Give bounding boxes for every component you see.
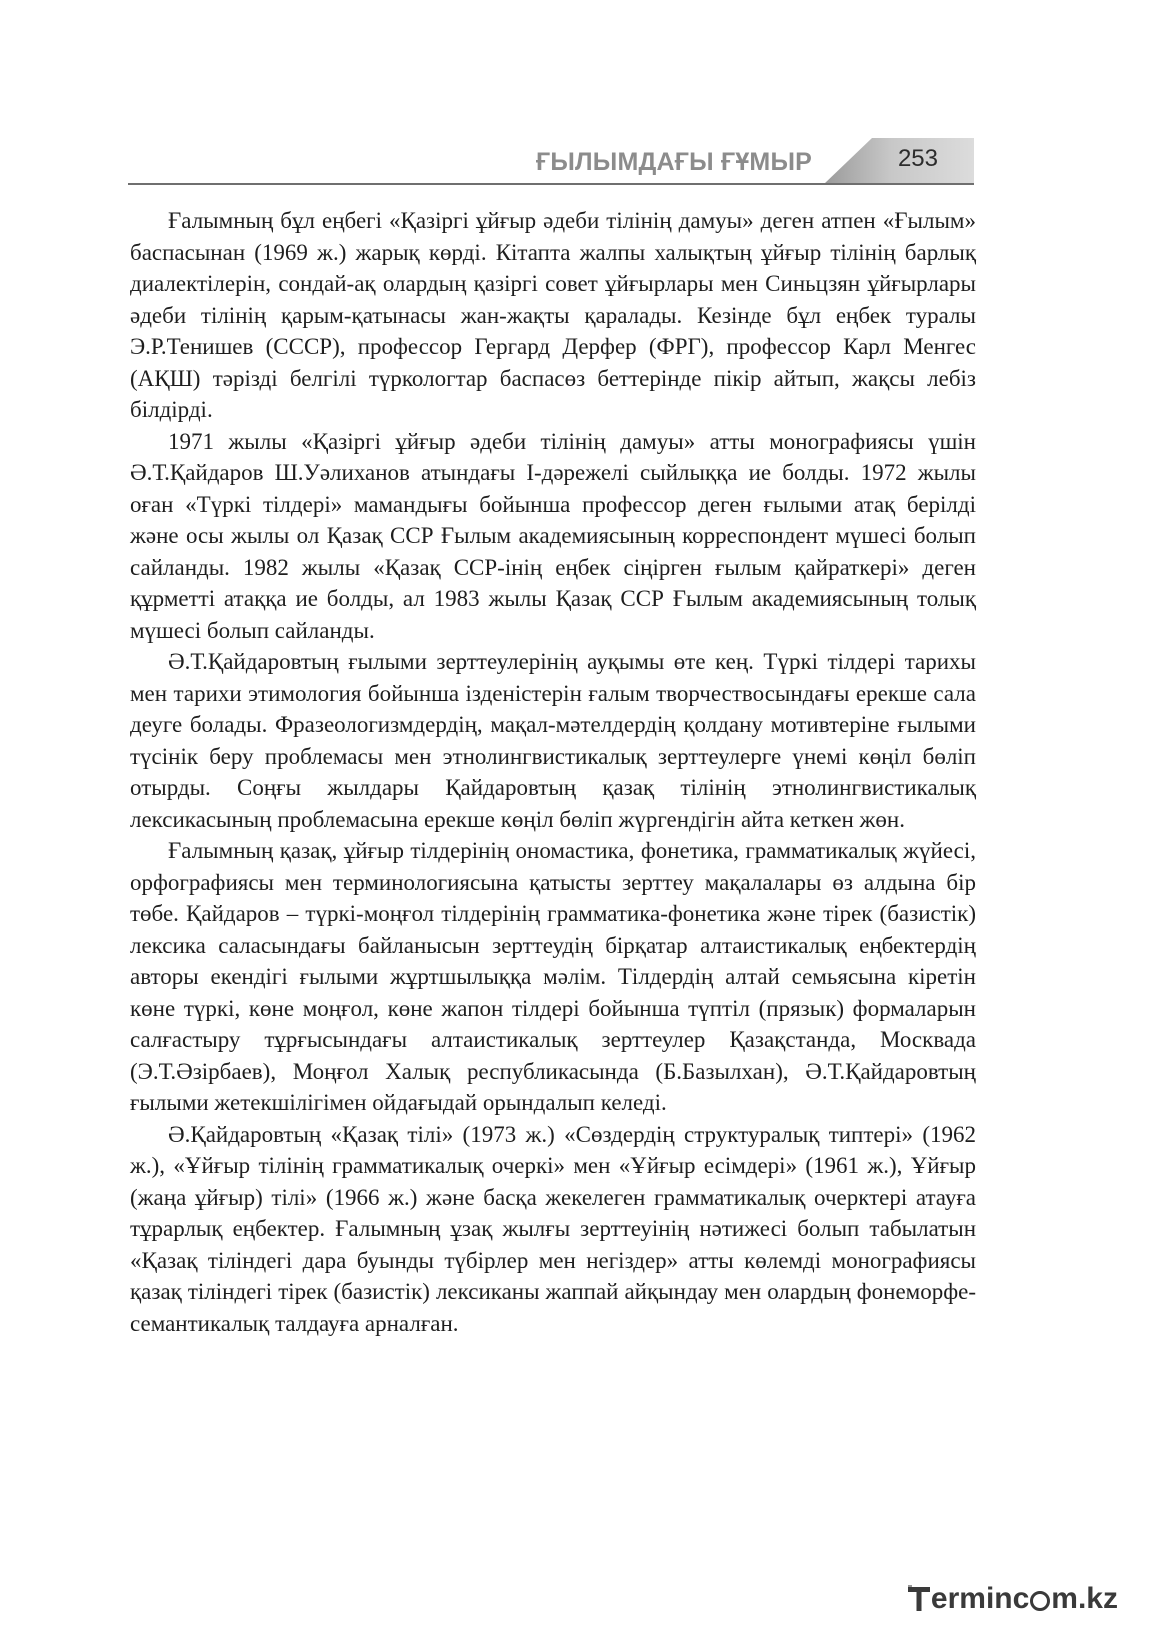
paragraph: Ә.Қайдаровтың «Қазақ тілі» (1973 ж.) «Сөздердің структуралық типтері» (1962 ж.), «Ұйғыр тілінің грамматикалық очеркі» мен «Ұйғыр есімдері» (1961 ж.), Ұйғыр (жаңа ұйғыр) тілі» (1966 ж.) және басқа жекелеген грамматикалық очерктері атауға тұрарлық еңбектер. Ғалымның ұзақ жылғы зерттеуінің нәтижесі болып табылатын «Қазақ тіліндегі дара буынды түбірлер мен негіздер» атты көлемді монографиясы қазақ тіліндегі тірек (базистік) лексиканы жаппай айқындау мен олардың фонеморфе-семантикалық талдауға арналған. [130, 1121, 976, 1336]
paragraph: Ғалымның бұл еңбегі «Қазіргі ұйғыр әдеби тілінің дамуы» деген атпен «Ғылым» баспасынан (1969 ж.) жарық көрді. Кітапта жалпы халықтың ұйғыр тілінің барлық диалектілерін, сондай-ақ олардың қазіргі совет ұйғырлары мен Синьцзян ұйғырлары әдеби тілінің қарым-қатынасы жан-жақты қаралады. Кезінде бұл еңбек туралы Э.Р.Тенишев (СССР), профессор Гергард Дерфер (ФРГ), профессор Карл Менгес (АҚШ) тәрізді белгілі түркологтар баспасөз беттерінде пікір айтып, жақсы лебіз білдірді. [130, 208, 976, 422]
paragraph: 1971 жылы «Қазіргі ұйғыр әдеби тілінің дамуы» атты монографиясы үшін Ә.Т.Қайдаров Ш.Уәлиханов атындағы I-дәрежелі сыйлыққа ие болды. 1972 жылы оған «Түркі тілдері» мамандығы бойынша профессор деген ғылыми атақ берілді және осы жылы ол Қазақ ССР Ғылым академиясының корреспондент мүшесі болып сайланды. 1982 жылы «Қазақ ССР-інің еңбек сіңірген ғылым қайраткері» деген құрметті атаққа ие болды, ал 1983 жылы Қазақ ССР Ғылым академиясының толық мүшесі болып сайланды. [130, 428, 976, 643]
watermark-text-start: ermin [930, 1582, 1013, 1615]
body-text [130, 205, 976, 1339]
watermark-text-end: m.kz [1051, 1582, 1118, 1615]
header-title: ҒЫЛЫМДАҒЫ ҒҰМЫР [536, 148, 812, 176]
paragraph: Ғалымның қазақ, ұйғыр тілдерінің ономастика, фонетика, грамматикалық жүйесі, орфографиясы мен терминологиясына қатысты зерттеу мақалалары өз алдына бір төбе. Қайдаров – түркі-моңғол тілдерінің грамматика-фонетика және тірек (базистік) лексика саласындағы байланысын зерттеудің бірқатар алтаистикалық еңбектердің авторы екендігі ғылыми жұртшылыққа мәлім. Тілдердің алтай семьясына кіретін көне түркі, көне моңғол, көне жапон тілдері бойынша түптіл (прязык) формаларын салғастыру тұрғысындағы алтаистикалық зерттеулер Қазақстанда, Москвада (Э.Т.Әзірбаев), Моңғол Халық республикасында (Б.Базылхан), Ә.Т.Қайдаровтың ғылыми жетекшілігімен ойдағыдай орындалып келеді. [130, 838, 976, 1115]
paragraph: Ә.Т.Қайдаровтың ғылыми зерттеулерінің ауқымы өте кең. Түркі тілдері тарихы мен тарихи этимология бойынша ізденістерін ғалым творчествосындағы ерекше сала деуге болады. Фразеологизмдердің, мақал-мәтелдердің қолдану мотивтеріне ғылыми түсінік беру проблемасы мен этнолингвистикалық зерттеулерге үнемі көңіл бөліп отырды. Соңғы жылдары Қайдаровтың қазақ тілінің этнолингвистикалық лексикасының проблемасына ерекше көңіл бөліп жүргендігін айта кеткен жөн. [130, 649, 976, 832]
watermark-globe-icon [1030, 1591, 1050, 1611]
t-letter-logo-icon [908, 1585, 930, 1613]
running-header [128, 138, 974, 188]
header-rule [128, 183, 974, 185]
site-watermark [908, 1579, 1118, 1619]
page-number: 253 [897, 145, 938, 172]
watermark-text-c: c [1012, 1582, 1030, 1615]
